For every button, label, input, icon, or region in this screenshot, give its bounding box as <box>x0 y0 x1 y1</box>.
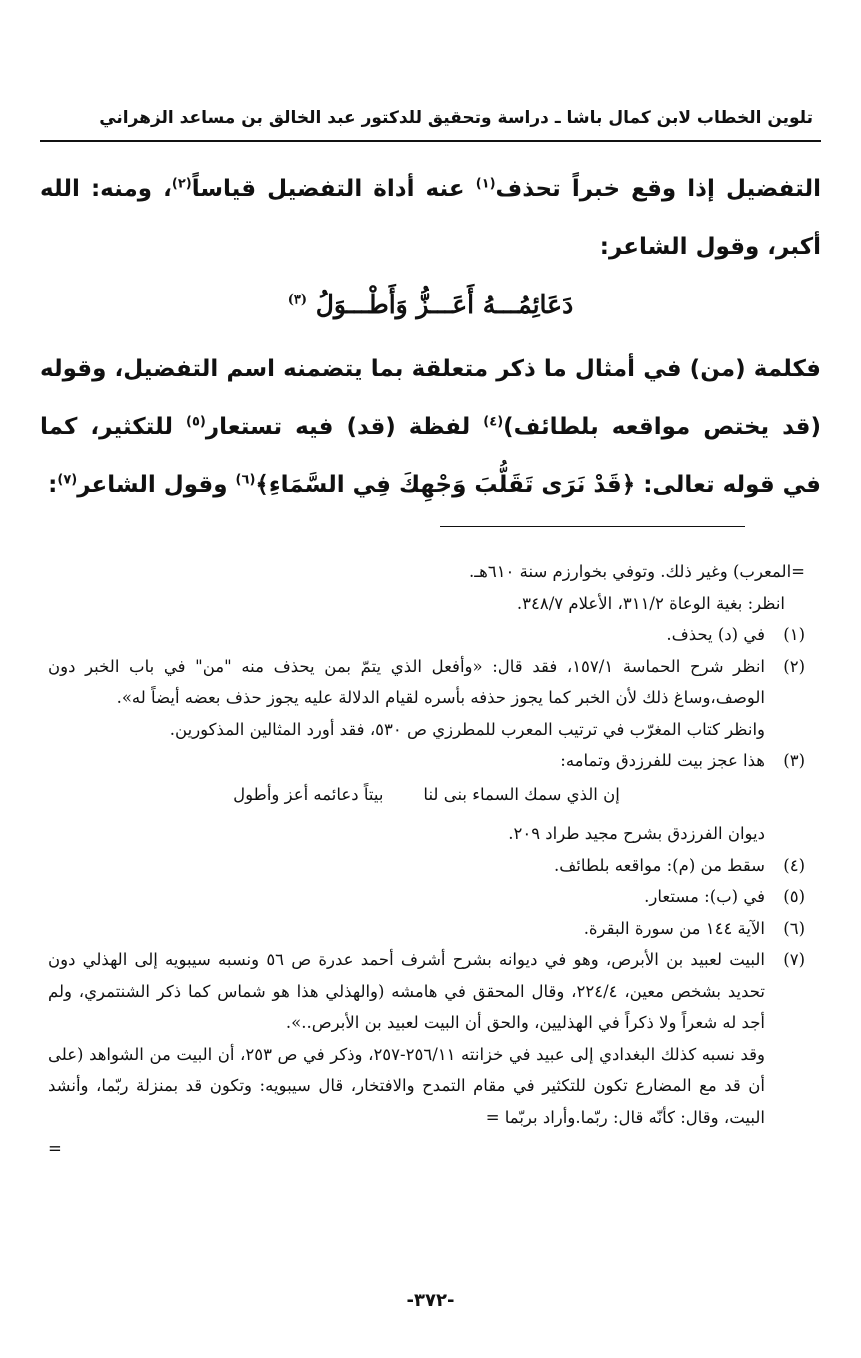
poem-hemistich-right: إن الذي سمك السماء بنى لنا <box>423 784 620 804</box>
footnote-7 <box>48 944 805 1039</box>
footnote-number: (٣) <box>783 751 805 770</box>
footnote-text: في (ب): مستعار. <box>644 887 765 906</box>
footnote-4 <box>48 850 805 882</box>
verse-text: دَعَائِمُـــهُ أَعَـــزُّ وَأَطْـــوَلُ <box>315 290 574 319</box>
footnote-5 <box>48 881 805 913</box>
footnote-marker-7: (٧) <box>57 472 78 488</box>
p2-text-b: لفظة (قد) فيه تستعار <box>205 414 484 440</box>
footnotes <box>48 556 805 1165</box>
p2-text-e: : <box>48 472 58 498</box>
footnote-text: سقط من (م): مواقعه بلطائف. <box>553 855 765 875</box>
footnote-number: (٤) <box>783 855 805 875</box>
footnote-number: (٥) <box>783 887 805 906</box>
p1-text-a: التفضيل إذا وقع خبراً تحذف <box>495 176 821 202</box>
poem-hemistich-left: بيتاً دعائمه أعز وأطول <box>233 784 384 804</box>
footnote-3-source: ديوان الفرزدق بشرح مجيد طراد ٢٠٩. <box>508 824 765 843</box>
footnote-text: الآية ١٤٤ من سورة البقرة. <box>583 918 765 938</box>
footnote-marker-3: (٣) <box>287 292 308 308</box>
footnote-text: هذا عجز بيت للفرزدق وتمامه: <box>560 751 765 770</box>
footnote-7-tail: = <box>48 1139 62 1158</box>
paragraph-1 <box>40 160 821 276</box>
footnote-continuation: =المعرب) وغير ذلك. وتوفي بخوارزم سنة ٦١٠هـ. <box>469 562 805 581</box>
footnote-3-poem <box>48 779 805 811</box>
footnote-3 <box>48 745 805 777</box>
footnote-text: في (د) يحذف. <box>666 625 765 644</box>
p2-text-d: وقول الشاعر <box>77 472 236 498</box>
footnote-marker-5: (٥) <box>185 414 206 430</box>
p2-text-a: فكلمة (من) في أمثال ما ذكر متعلقة بما يتضمنه اسم التفضيل، وقوله (قد يختص مواقعه بلطائف) <box>40 356 822 440</box>
footnote-marker-1: (١) <box>475 176 496 192</box>
footnote-7-extra: وقد نسبه كذلك البغدادي إلى عبيد في خزانته ٢٥٦/١١-٢٥٧، وذكر في ص ٢٥٣، أن البيت من الشواهد (على أن قد مع المضارع تكون للتكثير في مقام التمدح والافتخار، قال سيبويه: وتكون قد بمنزلة ربّما، وأنشد البيت، وقال: كأنّه قال: ربّما.وأراد بربّما = <box>48 1044 765 1127</box>
footnote-2 <box>48 651 805 714</box>
footnote-text: البيت لعبيد بن الأبرص، وهو في ديوانه بشرح أشرف أحمد عدرة ص ٥٦ ونسبه سيبويه إلى الهذلي دون تحديد بشخص معين، ٢٢٤/٤، وقال المحقق في هامشه (والهذلي هذا هو شماس كما ذكر الشنتمري، ولم أجد له شعراً ولا ذكراً في الهذليين، والحق أن البيت لعبيد بن الأبرص..». <box>48 950 766 1032</box>
main-text <box>40 160 821 514</box>
verse-line <box>40 276 821 334</box>
footnote-marker-6: (٦) <box>235 472 256 488</box>
footnote-6 <box>48 913 805 945</box>
footnote-1 <box>48 619 805 651</box>
p1-text-b: عنه أداة التفضيل قياساً <box>191 176 476 202</box>
footnote-number: (١) <box>783 625 805 644</box>
footnote-marker-4: (٤) <box>483 414 504 430</box>
footnote-2-extra: وانظر كتاب المغرّب في ترتيب المعرب للمطرزي ص ٥٣٠، فقد أورد المثالين المذكورين. <box>169 719 765 739</box>
footnote-marker-2: (٢) <box>171 176 192 192</box>
footnote-text: انظر شرح الحماسة ١٥٧/١، فقد قال: «وأفعل الذي يتمّ بمن يحذف منه "من" في باب الخبر دون الوصف،وساغ ذلك لأن الخبر كما يجوز حذفه بأسره لقيام الدلالة عليه يجوز حذف بعضه أيضاً له». <box>48 656 766 707</box>
running-header: تلوين الخطاب لابن كمال باشا ـ دراسة وتحقيق للدكتور عبد الخالق بن مساعد الزهراني <box>99 108 813 128</box>
footnote-continuation-ref: انظر: بغية الوعاة ٣١١/٢، الأعلام ٣٤٨/٧. <box>516 593 785 613</box>
header-rule <box>40 140 821 142</box>
p2-text-c: للتكثير، كما في قوله تعالى: ﴿قَدْ نَرَى تَقَلُّبَ وَجْهِكَ فِي السَّمَاءِ﴾ <box>40 414 821 498</box>
paragraph-2 <box>40 340 821 514</box>
page-number: -٣٧٢- <box>406 1290 455 1311</box>
footnote-number: (٦) <box>783 918 805 938</box>
footnote-separator <box>440 526 745 527</box>
footnote-number: (٧) <box>783 950 805 969</box>
footnote-number: (٢) <box>783 656 805 676</box>
p1-text-c: ، ومنه: الله أكبر، وقول الشاعر: <box>40 176 821 260</box>
